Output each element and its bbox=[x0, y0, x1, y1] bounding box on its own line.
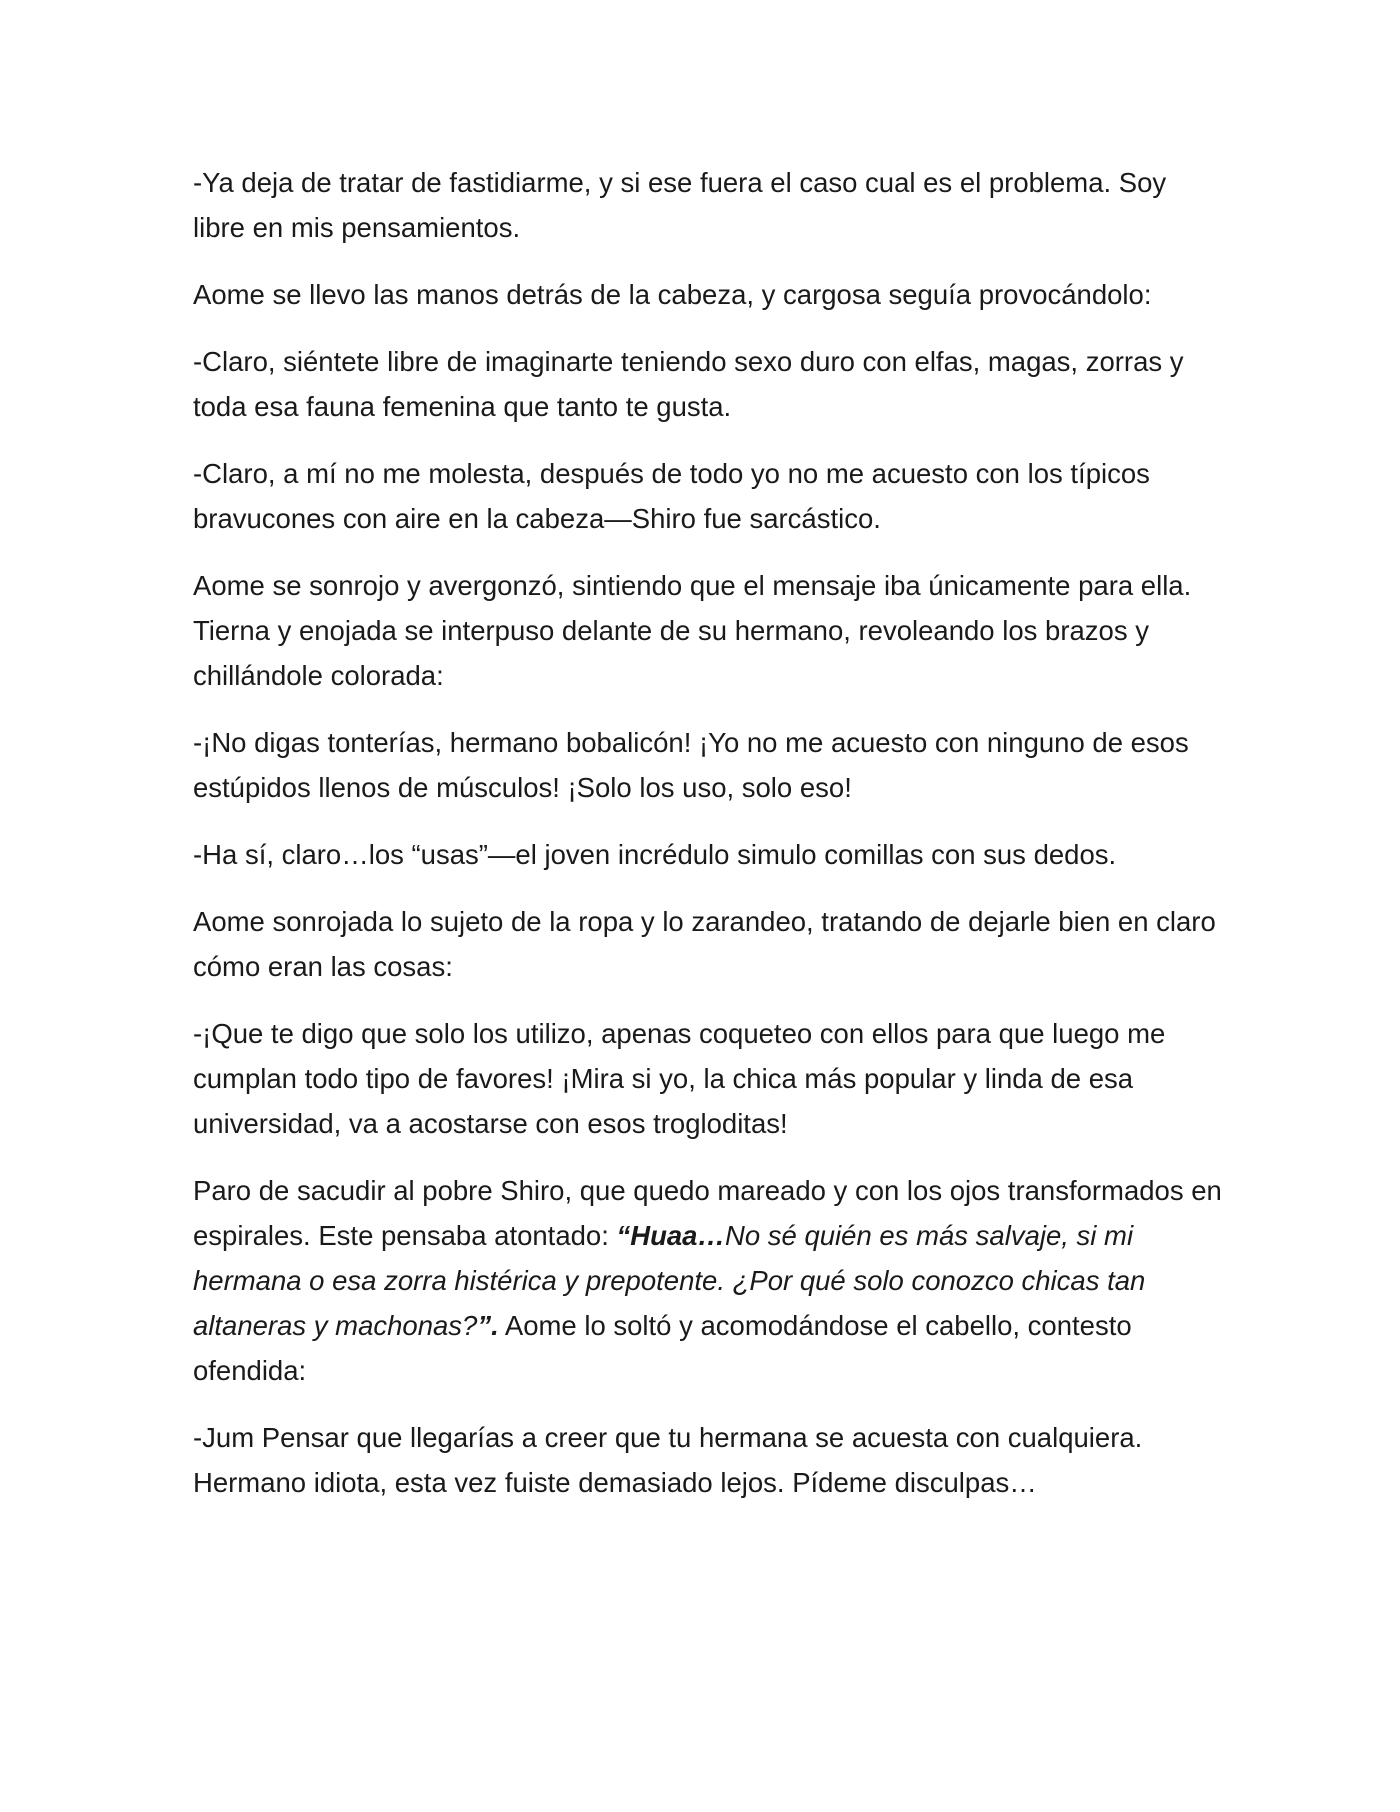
paragraph-1: -Ya deja de tratar de fastidiarme, y si ese fuera el caso cual es el problema. Soy libre en mis pensamientos. bbox=[193, 167, 1167, 243]
thought-quote-body: No sé quién es más salvaje, si mi hermana o esa zorra histérica y prepotente. ¿Por qué solo conozco chicas tan altaneras y machonas? bbox=[193, 1220, 1146, 1341]
paragraph-9: -¡Que te digo que solo los utilizo, apenas coqueteo con ellos para que luego me cumplan todo tipo de favores! ¡Mira si yo, la chica más popular y linda de esa universidad, va a acostarse con esos trogloditas! bbox=[193, 1018, 1166, 1139]
thought-quote-start: Huaa… bbox=[630, 1220, 725, 1251]
thought-quote-open: “ bbox=[616, 1220, 631, 1251]
paragraph-4: -Claro, a mí no me molesta, después de todo yo no me acuesto con los típicos bravucones con aire en la cabeza—Shiro fue sarcástico. bbox=[193, 458, 1150, 534]
paragraph-7: -Ha sí, claro…los “usas”—el joven incrédulo simulo comillas con sus dedos. bbox=[193, 839, 1117, 870]
paragraph-3: -Claro, siéntete libre de imaginarte teniendo sexo duro con elfas, magas, zorras y toda esa fauna femenina que tanto te gusta. bbox=[193, 346, 1184, 422]
document-body bbox=[193, 160, 1223, 1527]
paragraph-10 bbox=[193, 1168, 1223, 1393]
paragraph-11: -Jum Pensar que llegarías a creer que tu hermana se acuesta con cualquiera. Hermano idiota, esta vez fuiste demasiado lejos. Pídeme disculpas… bbox=[193, 1422, 1143, 1498]
paragraph-6: -¡No digas tonterías, hermano bobalicón! ¡Yo no me acuesto con ninguno de esos estúpidos llenos de músculos! ¡Solo los uso, solo eso! bbox=[193, 727, 1189, 803]
paragraph-5: Aome se sonrojo y avergonzó, sintiendo que el mensaje iba únicamente para ella. Tierna y enojada se interpuso delante de su hermano, revoleando los brazos y chillándole colorada: bbox=[193, 570, 1192, 691]
thought-quote-close: ”. bbox=[477, 1310, 499, 1341]
paragraph-8: Aome sonrojada lo sujeto de la ropa y lo zarandeo, tratando de dejarle bien en claro cómo eran las cosas: bbox=[193, 906, 1216, 982]
paragraph-10-narration: Paro de sacudir al pobre Shiro, que quedo mareado y con los ojos transformados en espirales. Este pensaba atontado: bbox=[193, 1175, 1222, 1251]
paragraph-2: Aome se llevo las manos detrás de la cabeza, y cargosa seguía provocándolo: bbox=[193, 279, 1152, 310]
paragraph-10-continuation: Aome lo soltó y acomodándose el cabello, contesto ofendida: bbox=[193, 1310, 1132, 1386]
